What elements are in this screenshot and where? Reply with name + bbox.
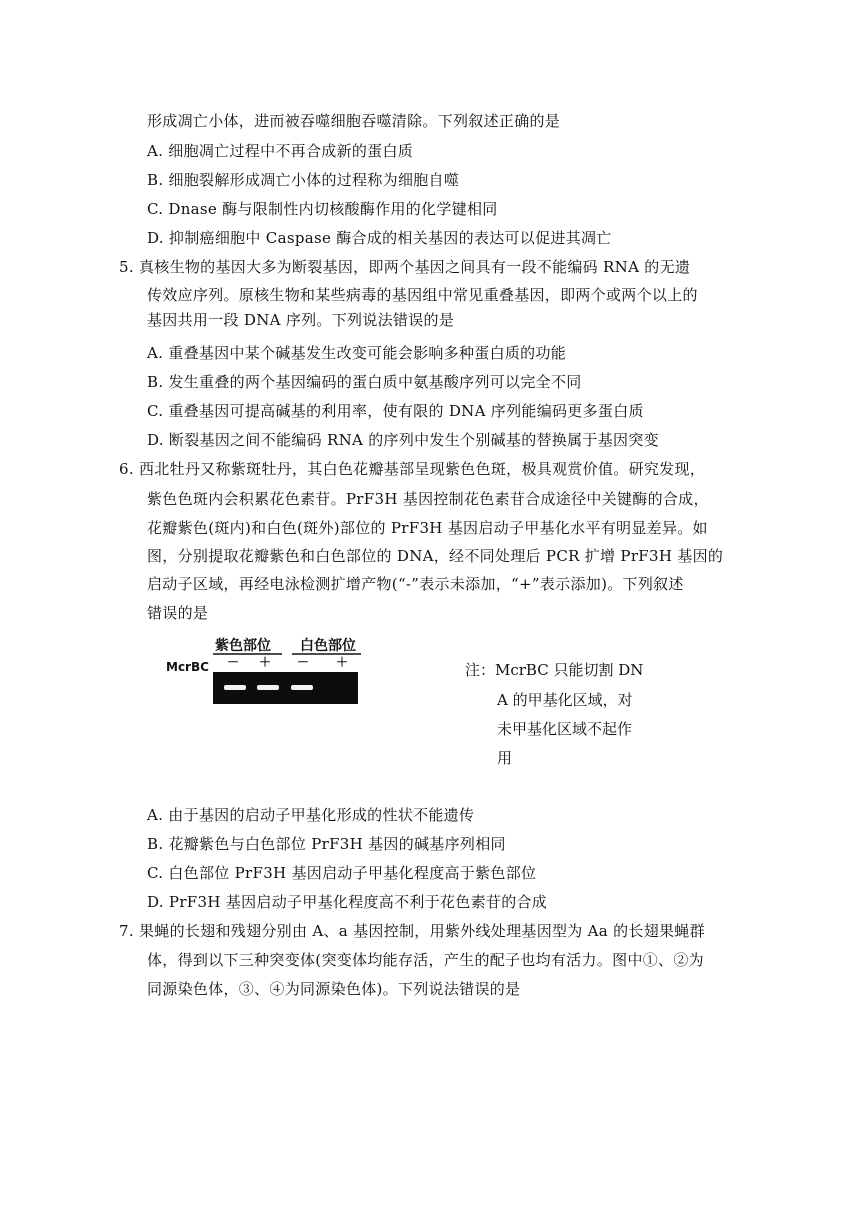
q5-stem-line-1: 5. 真核生物的基因大多为断裂基因，即两个基因之间具有一段不能编码 RNA 的无遗 <box>119 258 691 276</box>
group-label-purple: 紫色部位 <box>215 638 271 654</box>
q7-stem-line-3: 同源染色体，③、④为同源染色体)。下列说法错误的是 <box>147 980 521 998</box>
q6-option-a: A. 由于基因的启动子甲基化形成的性状不能遗传 <box>147 806 475 824</box>
q6-stem-line-3: 花瓣紫色(斑内)和白色(斑外)部位的 PrF3H 基因启动子甲基化水平有明显差异。如 <box>147 519 708 537</box>
note-line-1: 注：McrBC 只能切割 DN <box>465 661 644 679</box>
band-lane-2 <box>257 685 279 690</box>
q4-stem-tail: 形成凋亡小体，进而被吞噬细胞吞噬清除。下列叙述正确的是 <box>147 112 561 130</box>
lane-sign-4: ＋ <box>335 655 349 669</box>
q6-option-d: D. PrF3H 基因启动子甲基化程度高不利于花色素苷的合成 <box>147 893 548 911</box>
q6-stem-line-2: 紫色色斑内会积累花色素苷。PrF3H 基因控制花色素苷合成途径中关键酶的合成， <box>147 490 709 508</box>
q5-option-a: A. 重叠基因中某个碱基发生改变可能会影响多种蛋白质的功能 <box>147 344 567 362</box>
q4-option-a: A. 细胞凋亡过程中不再合成新的蛋白质 <box>147 142 414 160</box>
lane-sign-3: － <box>296 655 310 669</box>
q5-option-c: C. 重叠基因可提高碱基的利用率，使有限的 DNA 序列能编码更多蛋白质 <box>147 402 644 420</box>
q6-stem-line-6: 错误的是 <box>147 604 209 622</box>
band-lane-3 <box>291 685 313 690</box>
mcrbc-row-label: McrBC <box>166 660 209 674</box>
q6-option-c: C. 白色部位 PrF3H 基因启动子甲基化程度高于紫色部位 <box>147 864 537 882</box>
q7-stem-line-2: 体，得到以下三种突变体(突变体均能存活，产生的配子也均有活力。图中①、②为 <box>147 951 704 969</box>
q6-stem-line-4: 图，分别提取花瓣紫色和白色部位的 DNA，经不同处理后 PCR 扩增 PrF3H 基因的 <box>147 547 724 565</box>
group-label-white: 白色部位 <box>300 638 356 654</box>
q7-stem-line-1: 7. 果蝇的长翅和残翅分别由 A、a 基因控制，用紫外线处理基因型为 Aa 的长翅果蝇群 <box>119 922 705 940</box>
note-line-3: 未甲基化区域不起作 <box>497 720 633 738</box>
lane-sign-1: － <box>226 655 240 669</box>
q6-stem-line-1: 6. 西北牡丹又称紫斑牡丹，其白色花瓣基部呈现紫色色斑，极具观赏价值。研究发现， <box>119 460 706 478</box>
q5-option-b: B. 发生重叠的两个基因编码的蛋白质中氨基酸序列可以完全不同 <box>147 373 582 391</box>
q6-stem-line-5: 启动子区域，再经电泳检测扩增产物(“-”表示未添加，“+”表示添加)。下列叙述 <box>147 575 684 593</box>
q4-option-d: D. 抑制癌细胞中 Caspase 酶合成的相关基因的表达可以促进其凋亡 <box>147 229 612 247</box>
q4-option-c: C. Dnase 酶与限制性内切核酸酶作用的化学键相同 <box>147 200 498 218</box>
band-lane-1 <box>224 685 246 690</box>
q6-option-b: B. 花瓣紫色与白色部位 PrF3H 基因的碱基序列相同 <box>147 835 506 853</box>
gel-electrophoresis-figure <box>165 634 380 714</box>
lane-sign-2: ＋ <box>258 655 272 669</box>
q5-option-d: D. 断裂基因之间不能编码 RNA 的序列中发生个别碱基的替换属于基因突变 <box>147 431 659 449</box>
note-line-2: A 的甲基化区域，对 <box>497 691 633 709</box>
note-line-4: 用 <box>497 749 513 767</box>
q4-option-b: B. 细胞裂解形成凋亡小体的过程称为细胞自噬 <box>147 171 460 189</box>
q5-stem-line-3: 基因共用一段 DNA 序列。下列说法错误的是 <box>147 311 455 329</box>
q5-stem-line-2: 传效应序列。原核生物和某些病毒的基因组中常见重叠基因，即两个或两个以上的 <box>147 286 698 304</box>
